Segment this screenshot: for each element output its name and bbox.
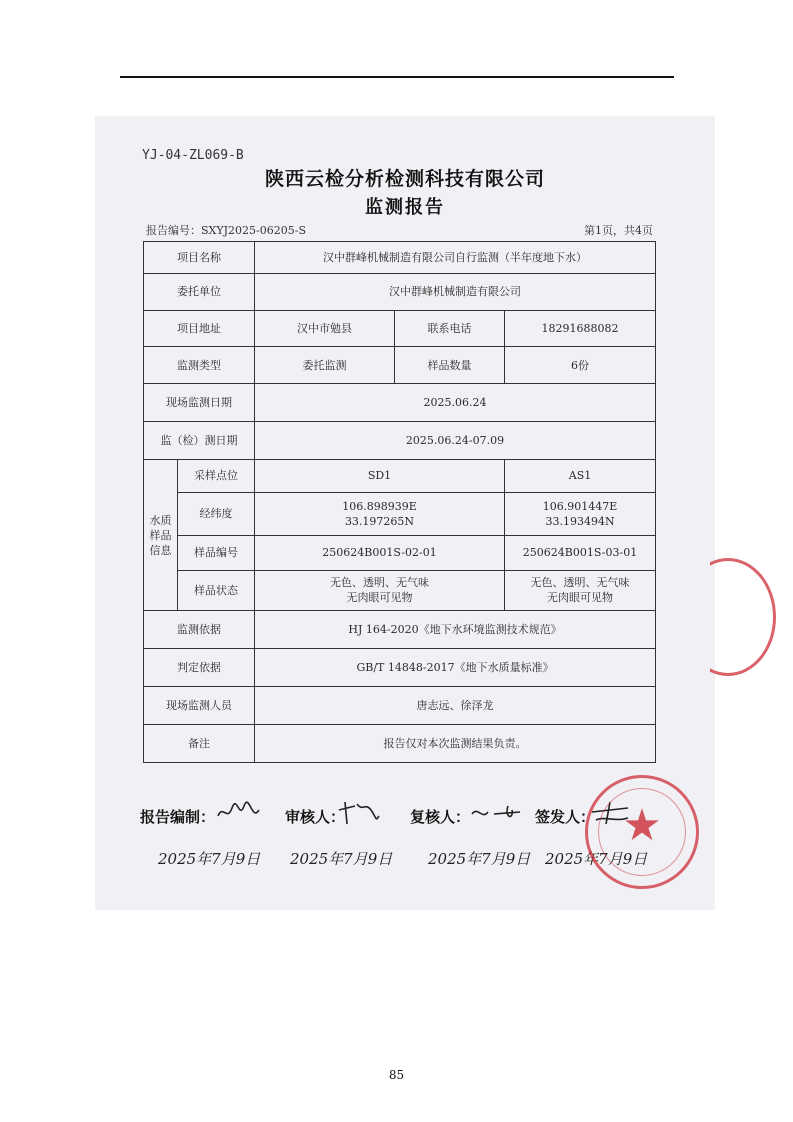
- sample-no-2: 250624B001S-03-01: [505, 535, 656, 570]
- rechecker-signature: [468, 802, 524, 824]
- state-1-line-1: 无色、透明、无气味: [330, 576, 429, 590]
- phone-value: 18291688082: [505, 310, 656, 347]
- sample-qty-label: 样品数量: [395, 347, 505, 384]
- lat-2: 33.193494N: [545, 514, 615, 528]
- water-label-line-3: 信息: [149, 543, 172, 557]
- project-name-value: 汉中群峰机械制造有限公司自行监测（半年度地下水）: [255, 242, 656, 274]
- sample-point-label: 采样点位: [178, 459, 255, 492]
- water-label-line-1: 水质: [149, 513, 172, 527]
- sample-point-2: AS1: [505, 459, 656, 492]
- site-date-value: 2025.06.24: [255, 384, 656, 422]
- table-row: [144, 611, 656, 649]
- lon-2: 106.901447E: [542, 499, 618, 513]
- sample-no-label: 样品编号: [178, 535, 255, 570]
- compiler-label: 报告编制：: [140, 808, 216, 826]
- sample-state-2: [505, 570, 656, 611]
- report-info-table: [143, 241, 656, 763]
- monitor-type-value: 委托监测: [255, 347, 395, 384]
- remark-value: 报告仅对本次监测结果负责。: [255, 725, 656, 763]
- company-name: 陕西云检分析检测科技有限公司: [264, 168, 545, 190]
- table-row: [144, 649, 656, 687]
- lat-1: 33.197265N: [344, 514, 415, 528]
- sample-qty-value: 6份: [505, 347, 656, 384]
- report-number: 报告编号：SXYJ2025-06205-S: [146, 224, 306, 237]
- sample-state-label: 样品状态: [178, 570, 255, 611]
- test-date-value: 2025.06.24-07.09: [255, 422, 656, 460]
- table-row: [144, 273, 656, 310]
- rechecker-label: 复核人：: [410, 808, 471, 826]
- reviewer-date: 2025年7月9日: [290, 850, 393, 868]
- project-name-label: 项目名称: [144, 242, 255, 274]
- client-label: 委托单位: [144, 273, 255, 310]
- header-rule: [120, 76, 674, 78]
- compiler-date: 2025年7月9日: [158, 850, 261, 868]
- staff-value: 唐志远、徐泽龙: [255, 687, 656, 725]
- table-row: [144, 535, 656, 570]
- table-row: [144, 725, 656, 763]
- state-2-line-2: 无肉眼可见物: [547, 591, 614, 605]
- table-row: [144, 242, 656, 274]
- monitor-type-label: 监测类型: [144, 347, 255, 384]
- compiler-signature: [215, 800, 265, 826]
- site-date-label: 现场监测日期: [144, 384, 255, 422]
- seal-star-icon: ★: [622, 800, 662, 851]
- report-title: 监测报告: [365, 197, 445, 218]
- table-row: [144, 347, 656, 384]
- table-row: [144, 384, 656, 422]
- remark-label: 备注: [144, 725, 255, 763]
- water-sample-info-label: [144, 459, 178, 610]
- coords-label: 经纬度: [178, 492, 255, 535]
- table-row: [144, 492, 656, 535]
- rechecker-date: 2025年7月9日: [428, 850, 531, 868]
- table-row: [144, 459, 656, 492]
- criteria-value: GB/T 14848-2017《地下水质量标准》: [255, 649, 656, 687]
- criteria-label: 判定依据: [144, 649, 255, 687]
- coords-2: [505, 492, 656, 535]
- state-2-line-1: 无色、透明、无气味: [530, 576, 630, 590]
- basis-label: 监测依据: [144, 611, 255, 649]
- address-value: 汉中市勉县: [255, 310, 395, 347]
- reviewer-label: 审核人：: [285, 808, 346, 826]
- lon-1: 106.898939E: [342, 499, 417, 513]
- issuer-label: 签发人：: [535, 808, 596, 826]
- address-label: 项目地址: [144, 310, 255, 347]
- table-row: [144, 687, 656, 725]
- page-number: 85: [388, 1068, 405, 1082]
- company-seal-stamp: [585, 775, 699, 889]
- page-info: 第1页，共4页: [584, 224, 653, 237]
- issuer-date: 2025年7月9日: [545, 850, 648, 868]
- table-row: [144, 310, 656, 347]
- document-code: YJ-04-ZL069-B: [142, 148, 244, 163]
- table-row: [144, 570, 656, 611]
- sample-state-1: [255, 570, 505, 611]
- phone-label: 联系电话: [395, 310, 505, 347]
- table-row: [144, 422, 656, 460]
- client-value: 汉中群峰机械制造有限公司: [255, 273, 656, 310]
- water-label-line-2: 样品: [149, 528, 172, 542]
- state-1-line-2: 无肉眼可见物: [346, 591, 413, 605]
- sample-no-1: 250624B001S-02-01: [255, 535, 505, 570]
- test-date-label: 监（检）测日期: [144, 422, 255, 460]
- reviewer-signature: [335, 798, 381, 828]
- coords-1: [255, 492, 505, 535]
- staff-label: 现场监测人员: [144, 687, 255, 725]
- basis-value: HJ 164-2020《地下水环境监测技术规范》: [255, 611, 656, 649]
- sample-point-1: SD1: [255, 459, 505, 492]
